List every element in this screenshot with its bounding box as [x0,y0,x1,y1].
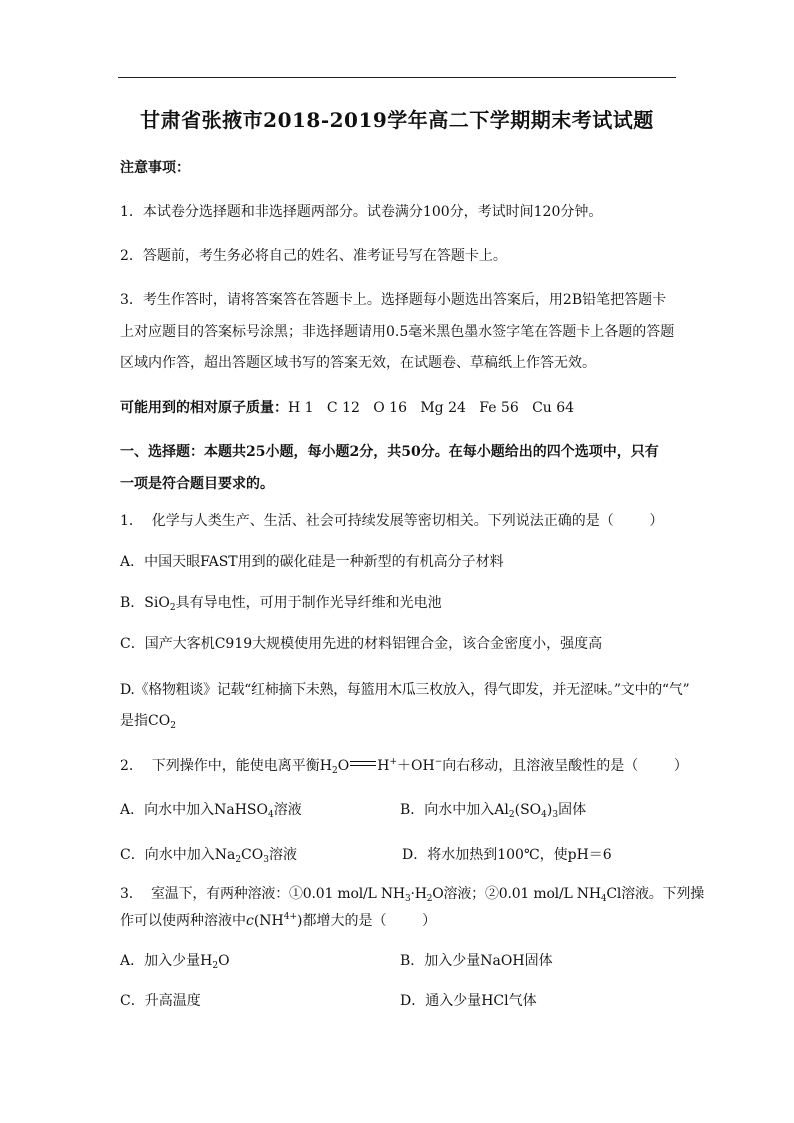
q3-l1-d: Cl溶液。下列操 [606,886,704,902]
q3-option-a [120,951,390,971]
q2-stem-post: 向右移动，且溶液呈酸性的是（ ） [442,758,688,774]
q1-option-c: C．国产大客机C919大规模使用先进的材料铝锂合金，该合金密度小，强度高 [120,636,603,652]
notice-item-1: 1．本试卷分选择题和非选择题两部分。试卷满分100分，考试时间120分钟。 [120,204,603,220]
q3-l2-sup: 4+ [283,912,298,922]
q2-stem-minus: − [434,757,443,767]
q2-stem-h: H [377,758,390,774]
header-rule [118,77,676,78]
notice-heading: 注意事项： [120,160,190,176]
q3-l1-sub2: 2 [426,894,433,904]
q2-stem-pre: 2． 下列操作中，能使电离平衡H [120,758,333,774]
section-1-line-1: 一、选择题：本题共25小题，每小题2分，共50分。在每小题给出的四个选项中，只有 [120,444,659,460]
page-title: 甘肃省张掖市2018-2019学年高二下学期期末考试试题 [140,108,654,132]
q2-stem [120,756,688,776]
q3-stem-line-2 [120,911,680,931]
atomic-masses-values: H 1 C 12 O 16 Mg 24 Fe 56 Cu 64 [288,400,575,416]
q3-l1-b: ·H [410,886,427,902]
q2-c-text: C．向水中加入Na [120,847,236,863]
q3-l1-sub3: 4 [600,894,607,904]
q2-stem-sub: 2 [332,766,338,776]
q1-b-sub: 2 [169,603,176,613]
q3-option-b: B．加入少量NaOH固体 [400,953,553,969]
notice-item-3-line-3: 区域内作答，超出答题区域书写的答案无效，在试题卷、草稿纸上作答无效。 [120,355,596,371]
q2-a-sub: 4 [267,810,274,820]
q2-option-b [400,800,586,820]
q2-c-mid: CO [241,847,264,863]
q3-a-sub: 2 [212,961,219,971]
q3-stem-line-1 [120,884,704,904]
q1-stem: 1． 化学与人类生产、生活、社会可持续发展等密切相关。下列说法正确的是（ ） [120,513,664,529]
q3-l2-nh: (NH [253,913,284,929]
q2-stem-oh: ＋OH [397,758,435,774]
q2-b-sub3: 3 [552,810,559,820]
q1-d-text: 是指CO [120,713,171,729]
q2-b-text: B．向水中加入Al [400,802,509,818]
q2-option-a [120,800,390,820]
q2-stem-plus: + [389,757,398,767]
q1-d-sub: 2 [170,721,176,731]
q1-option-b [120,593,680,613]
q3-l1-a: 3． 室温下，有两种溶液：①0.01 mol/L NH [120,886,405,902]
q3-option-d: D．通入少量HCl气体 [400,993,537,1009]
section-1-line-2: 一项是符合题目要求的。 [120,476,274,492]
q2-c-sub2: 3 [263,855,269,865]
q2-a-text: A．向水中加入NaHSO [120,802,268,818]
q3-option-c: C．升高温度 [120,993,201,1009]
notice-item-2: 2．答题前，考生务必将自己的姓名、准考证号写在答题卡上。 [120,248,507,264]
q2-b-sub2: 4 [541,810,547,820]
q3-l2-post: )都增大的是（ ） [297,913,437,929]
q2-option-c [120,845,390,865]
atomic-masses-label: 可能用到的相对原子质量： [120,400,288,416]
q1-option-d-line-2 [120,711,680,731]
q3-l2-c: c [246,913,254,929]
atomic-masses [120,398,680,418]
notice-item-3-line-1: 3．考生作答时，请将答案答在答题卡上。选择题每小题选出答案后，用2B铅笔把答题卡 [120,292,667,308]
equilibrium-sign [350,759,376,769]
q3-l2-pre: 作可以使两种溶液中 [120,913,246,929]
q2-c-post: 溶液 [268,847,297,863]
q1-option-d-line-1: D.《格物粗谈》记载“红柿摘下未熟，每篮用木瓜三枚放入，得气即发，并无涩味。”文中的“气” [120,682,690,698]
q2-b-post: 固体 [558,802,587,818]
q1-option-a: A．中国天眼FAST用到的碳化硅是一种新型的有机高分子材料 [120,554,504,570]
q2-b-sub1: 2 [508,810,515,820]
q1-b-text: B．SiO [120,595,170,611]
q3-l1-c: O溶液；②0.01 mol/L NH [432,886,601,902]
q3-a-text: A．加入少量H [120,953,213,969]
q2-stem-o: O [337,758,350,774]
notice-item-3-line-2: 上对应题目的答案标号涂黑；非选择题请用0.5毫米黑色墨水签字笔在答题卡上各题的答题 [120,324,675,340]
q2-option-d: D．将水加热到100℃，使pH＝6 [402,847,612,863]
q2-b-close: ) [546,802,553,818]
q1-b-text-post: 具有导电性，可用于制作光导纤维和光电池 [175,595,442,611]
q2-b-mid: (SO [514,802,542,818]
q3-l1-sub1: 3 [404,894,411,904]
q3-a-post: O [218,953,230,969]
q2-c-sub1: 2 [235,855,242,865]
q2-a-post: 溶液 [273,802,302,818]
